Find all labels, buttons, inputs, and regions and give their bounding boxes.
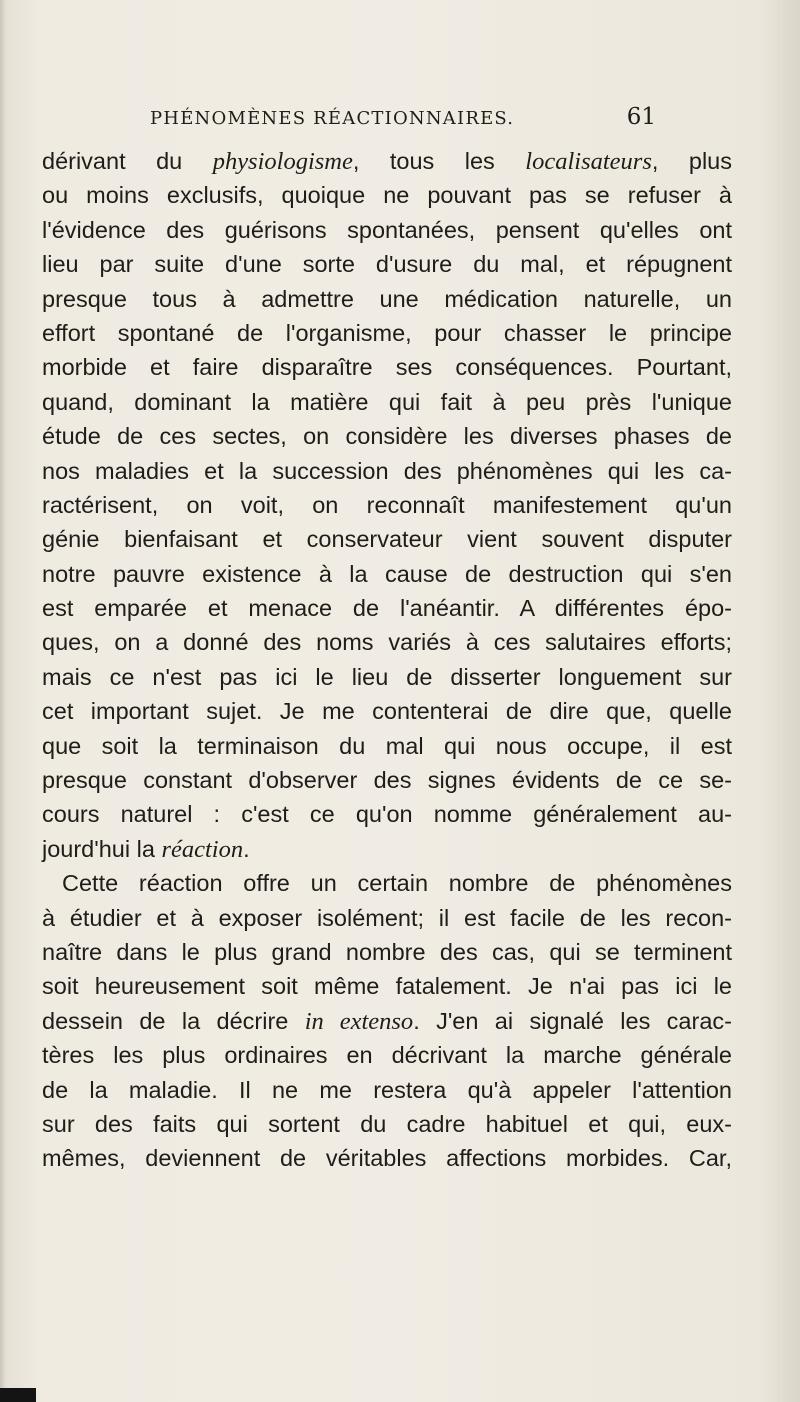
text-line-11: ractérisent, on voit, on reconnaît manifestement qu'un [42,491,732,518]
text-line-2: ou moins exclusifs, quoique ne pouvant pas se refuser à [42,182,732,209]
text-line-4: lieu par suite d'une sorte d'usure du mal, et répugnent [42,251,732,278]
text-line-5: presque tous à admettre une médication naturelle, un [42,285,732,312]
text-line-19: presque constant d'observer des signes évidents de ce se- [42,767,732,794]
text-line-29: sur des faits qui sortent du cadre habituel et qui, eux- [42,1110,732,1137]
text-line-22: Cette réaction offre un certain nombre de phénomènes [62,870,732,897]
text-line-6: effort spontané de l'organisme, pour chasser le principe [42,319,732,346]
text-line-24: naître dans le plus grand nombre des cas, qui se terminent [42,938,732,965]
page-number: 61 [626,104,656,130]
text-line-17: cet important sujet. Je me contenterai de dire que, quelle [42,698,732,725]
scan-margin-mark [0,1388,36,1402]
text-line-16: mais ce n'est pas ici le lieu de disserter longuement sur [42,663,732,690]
text-line-23: à étudier et à exposer isolément; il est facile de les recon- [42,904,732,931]
text-line-1: dérivant du physiologisme, tous les localisateurs, plus [42,148,732,175]
text-line-10: nos maladies et la succession des phénomènes qui les ca- [42,457,732,484]
text-line-9: étude de ces sectes, on considère les diverses phases de [42,423,732,450]
text-line-3: l'évidence des guérisons spontanées, pensent qu'elles ont [42,216,732,243]
text-line-28: de la maladie. Il ne me restera qu'à appeler l'attention [42,1076,732,1103]
running-title: PHÉNOMÈNES RÉACTIONNAIRES. [150,108,515,129]
text-line-26: dessein de la décrire in extenso. J'en ai signalé les carac- [42,1007,732,1035]
text-line-21: jourd'hui la réaction. [42,835,250,863]
body-text [42,144,732,1176]
page-header [150,104,656,138]
text-line-13: notre pauvre existence à la cause de destruction qui s'en [42,560,732,587]
text-line-18: que soit la terminaison du mal qui nous occupe, il est [42,732,732,759]
text-line-30: mêmes, deviennent de véritables affections morbides. Car, [42,1145,732,1172]
text-line-7: morbide et faire disparaître ses conséquences. Pourtant, [42,354,732,381]
text-line-27: tères les plus ordinaires en décrivant la marche générale [42,1042,732,1069]
text-line-12: génie bienfaisant et conservateur vient souvent disputer [42,526,732,553]
text-line-8: quand, dominant la matière qui fait à peu près l'unique [42,388,732,415]
page-edge-shadow [0,0,6,1402]
text-line-25: soit heureusement soit même fatalement. Je n'ai pas ici le [42,973,732,1000]
text-line-14: est emparée et menace de l'anéantir. A différentes épo- [42,595,732,622]
text-line-20: cours naturel : c'est ce qu'on nomme généralement au- [42,801,732,828]
text-line-15: ques, on a donné des noms variés à ces salutaires efforts; [42,629,732,656]
